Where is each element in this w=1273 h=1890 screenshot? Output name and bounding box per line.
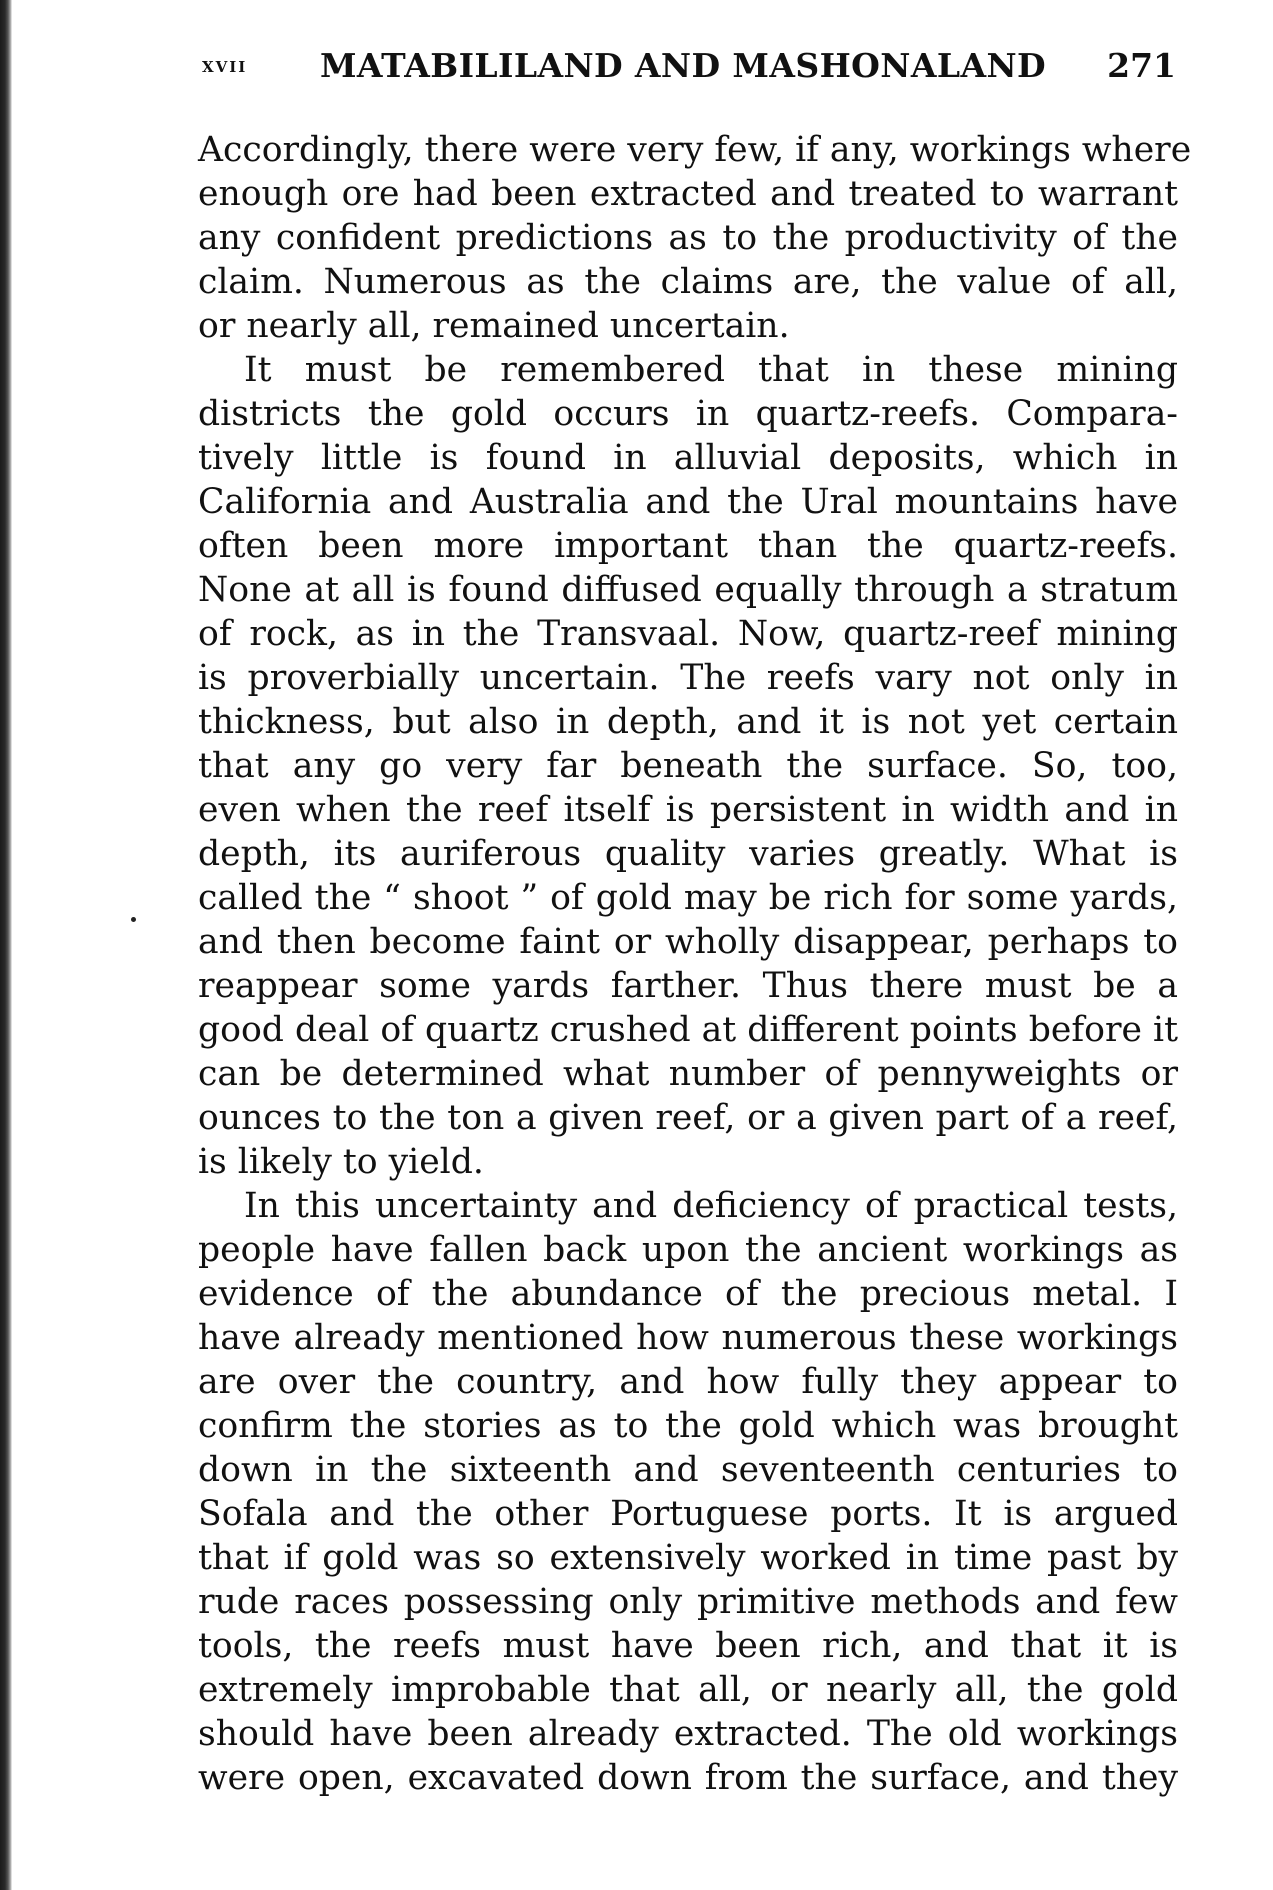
text-line: is proverbially uncertain. The reefs vary not only in: [198, 658, 1178, 698]
text-line: tively little is found in alluvial deposits, which in: [198, 438, 1178, 478]
text-line: can be determined what number of pennyweights or: [198, 1054, 1178, 1094]
running-header: [202, 46, 1176, 90]
margin-speck: [131, 917, 136, 922]
text-line: or nearly all, remained uncertain.: [198, 306, 790, 346]
text-line: good deal of quartz crushed at different points before it: [198, 1010, 1178, 1050]
text-line: California and Australia and the Ural mountains have: [198, 482, 1178, 522]
text-line: have already mentioned how numerous these workings: [198, 1318, 1178, 1358]
paragraph-start-line: It must be remembered that in these mining: [244, 350, 1178, 390]
text-line: evidence of the abundance of the precious metal. I: [198, 1274, 1178, 1314]
text-line: that if gold was so extensively worked in time past by: [198, 1538, 1178, 1578]
text-line: is likely to yield.: [198, 1142, 484, 1182]
text-line: even when the reef itself is persistent in width and in: [198, 790, 1178, 830]
text-line: are over the country, and how fully they appear to: [198, 1362, 1178, 1402]
text-line: confirm the stories as to the gold which was brought: [198, 1406, 1178, 1446]
text-line: and then become faint or wholly disappear, perhaps to: [198, 922, 1178, 962]
text-line: people have fallen back upon the ancient workings as: [198, 1230, 1178, 1270]
text-line: that any go very far beneath the surface. So, too,: [198, 746, 1178, 786]
text-line: ounces to the ton a given reef, or a given part of a reef,: [198, 1098, 1178, 1138]
text-line: claim. Numerous as the claims are, the value of all,: [198, 262, 1178, 302]
text-line: any confident predictions as to the productivity of the: [198, 218, 1178, 258]
text-line: districts the gold occurs in quartz-reefs. Compara-: [198, 394, 1178, 434]
text-line: rude races possessing only primitive methods and few: [198, 1582, 1178, 1622]
text-line: were open, excavated down from the surface, and they: [198, 1758, 1178, 1798]
text-line: should have been already extracted. The old workings: [198, 1714, 1178, 1754]
text-line: of rock, as in the Transvaal. Now, quartz-reef mining: [198, 614, 1178, 654]
text-line: called the “ shoot ” of gold may be rich for some yards,: [198, 878, 1178, 918]
text-line: thickness, but also in depth, and it is not yet certain: [198, 702, 1178, 742]
body-text: [198, 128, 1192, 1800]
text-line: depth, its auriferous quality varies greatly. What is: [198, 834, 1178, 874]
paragraph-start-line: In this uncertainty and deficiency of practical tests,: [244, 1186, 1178, 1226]
running-title: MATABILILAND AND MASHONALAND: [320, 46, 1047, 85]
page-binding-edge: [0, 0, 12, 1890]
chapter-number: xvii: [202, 52, 248, 78]
text-line: None at all is found diffused equally through a stratum: [198, 570, 1178, 610]
text-line: reappear some yards farther. Thus there must be a: [198, 966, 1178, 1006]
text-line: tools, the reefs must have been rich, and that it is: [198, 1626, 1178, 1666]
text-line: extremely improbable that all, or nearly all, the gold: [198, 1670, 1178, 1710]
text-line: Sofala and the other Portuguese ports. It is argued: [198, 1494, 1178, 1534]
text-line: Accordingly, there were very few, if any, workings where: [198, 130, 1192, 170]
text-line: down in the sixteenth and seventeenth centuries to: [198, 1450, 1178, 1490]
page-number: 271: [1107, 46, 1176, 85]
text-line: often been more important than the quartz-reefs.: [198, 526, 1178, 566]
text-line: enough ore had been extracted and treated to warrant: [198, 174, 1178, 214]
